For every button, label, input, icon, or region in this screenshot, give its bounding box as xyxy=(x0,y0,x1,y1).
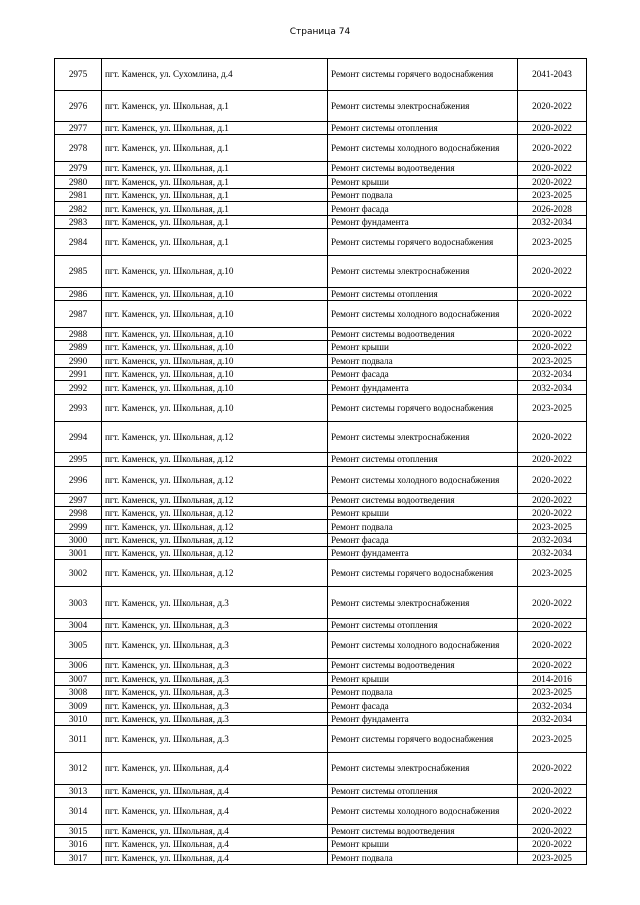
work-type-cell: Ремонт системы холодного водоснабжения xyxy=(328,797,518,824)
period-cell: 2020-2022 xyxy=(518,659,587,672)
address-cell: пгт. Каменск, ул. Школьная, д.10 xyxy=(102,394,328,421)
table-row xyxy=(55,453,587,466)
table-row xyxy=(55,560,587,587)
work-type-cell: Ремонт системы водоотведения xyxy=(328,824,518,837)
row-number-cell: 3016 xyxy=(55,838,102,851)
work-type-cell: Ремонт крыши xyxy=(328,506,518,519)
table-row xyxy=(55,368,587,381)
address-cell: пгт. Каменск, ул. Школьная, д.10 xyxy=(102,354,328,367)
work-type-cell: Ремонт системы холодного водоснабжения xyxy=(328,135,518,162)
address-cell: пгт. Каменск, ул. Школьная, д.3 xyxy=(102,685,328,698)
address-cell: пгт. Каменск, ул. Школьная, д.12 xyxy=(102,520,328,533)
table-row xyxy=(55,753,587,785)
work-type-cell: Ремонт системы отопления xyxy=(328,122,518,135)
period-cell: 2020-2022 xyxy=(518,162,587,175)
row-number-cell: 3005 xyxy=(55,632,102,659)
period-cell: 2020-2022 xyxy=(518,453,587,466)
row-number-cell: 2994 xyxy=(55,421,102,453)
row-number-cell: 2985 xyxy=(55,256,102,288)
row-number-cell: 3006 xyxy=(55,659,102,672)
row-number-cell: 3007 xyxy=(55,672,102,685)
table-row xyxy=(55,784,587,797)
table-row xyxy=(55,135,587,162)
table-row xyxy=(55,215,587,228)
address-cell: пгт. Каменск, ул. Школьная, д.3 xyxy=(102,699,328,712)
period-cell: 2020-2022 xyxy=(518,135,587,162)
address-cell: пгт. Каменск, ул. Школьная, д.1 xyxy=(102,189,328,202)
address-cell: пгт. Каменск, ул. Школьная, д.10 xyxy=(102,287,328,300)
page-number-header: Страница 74 xyxy=(289,27,351,37)
row-number-cell: 2995 xyxy=(55,453,102,466)
table-row xyxy=(55,520,587,533)
row-number-cell: 2992 xyxy=(55,381,102,394)
table-row xyxy=(55,256,587,288)
table-row xyxy=(55,175,587,188)
row-number-cell: 2982 xyxy=(55,202,102,215)
row-number-cell: 2979 xyxy=(55,162,102,175)
table-row xyxy=(55,327,587,340)
work-type-cell: Ремонт подвала xyxy=(328,354,518,367)
period-cell: 2020-2022 xyxy=(518,493,587,506)
table-row xyxy=(55,287,587,300)
address-cell: пгт. Каменск, ул. Школьная, д.1 xyxy=(102,229,328,256)
row-number-cell: 2991 xyxy=(55,368,102,381)
work-type-cell: Ремонт системы холодного водоснабжения xyxy=(328,466,518,493)
row-number-cell: 3004 xyxy=(55,618,102,631)
period-cell: 2041-2043 xyxy=(518,59,587,91)
work-type-cell: Ремонт системы горячего водоснабжения xyxy=(328,394,518,421)
row-number-cell: 3017 xyxy=(55,851,102,864)
row-number-cell: 3008 xyxy=(55,685,102,698)
row-number-cell: 3003 xyxy=(55,587,102,619)
period-cell: 2023-2025 xyxy=(518,189,587,202)
address-cell: пгт. Каменск, ул. Школьная, д.12 xyxy=(102,533,328,546)
table-row xyxy=(55,699,587,712)
work-type-cell: Ремонт системы горячего водоснабжения xyxy=(328,59,518,91)
period-cell: 2020-2022 xyxy=(518,838,587,851)
address-cell: пгт. Каменск, ул. Школьная, д.10 xyxy=(102,368,328,381)
period-cell: 2023-2025 xyxy=(518,726,587,753)
table-row xyxy=(55,712,587,725)
address-cell: пгт. Каменск, ул. Школьная, д.12 xyxy=(102,506,328,519)
period-cell: 2020-2022 xyxy=(518,466,587,493)
work-type-cell: Ремонт подвала xyxy=(328,520,518,533)
table-row xyxy=(55,533,587,546)
address-cell: пгт. Каменск, ул. Школьная, д.10 xyxy=(102,301,328,328)
row-number-cell: 3013 xyxy=(55,784,102,797)
row-number-cell: 2981 xyxy=(55,189,102,202)
address-cell: пгт. Каменск, ул. Школьная, д.10 xyxy=(102,341,328,354)
row-number-cell: 3010 xyxy=(55,712,102,725)
table-row xyxy=(55,59,587,91)
table-row xyxy=(55,90,587,122)
table-row xyxy=(55,632,587,659)
period-cell: 2023-2025 xyxy=(518,685,587,698)
table-row xyxy=(55,381,587,394)
address-cell: пгт. Каменск, ул. Школьная, д.10 xyxy=(102,381,328,394)
work-type-cell: Ремонт системы отопления xyxy=(328,287,518,300)
period-cell: 2020-2022 xyxy=(518,421,587,453)
capital-repair-table xyxy=(54,58,587,865)
row-number-cell: 2977 xyxy=(55,122,102,135)
table-row xyxy=(55,851,587,864)
work-type-cell: Ремонт фундамента xyxy=(328,381,518,394)
address-cell: пгт. Каменск, ул. Школьная, д.10 xyxy=(102,256,328,288)
period-cell: 2023-2025 xyxy=(518,520,587,533)
address-cell: пгт. Каменск, ул. Школьная, д.3 xyxy=(102,587,328,619)
work-type-cell: Ремонт системы отопления xyxy=(328,453,518,466)
period-cell: 2032-2034 xyxy=(518,215,587,228)
row-number-cell: 2988 xyxy=(55,327,102,340)
row-number-cell: 3012 xyxy=(55,753,102,785)
work-type-cell: Ремонт системы отопления xyxy=(328,784,518,797)
row-number-cell: 3000 xyxy=(55,533,102,546)
row-number-cell: 2976 xyxy=(55,90,102,122)
row-number-cell: 2997 xyxy=(55,493,102,506)
row-number-cell: 2980 xyxy=(55,175,102,188)
address-cell: пгт. Каменск, ул. Школьная, д.1 xyxy=(102,175,328,188)
table-row xyxy=(55,547,587,560)
period-cell: 2020-2022 xyxy=(518,506,587,519)
address-cell: пгт. Каменск, ул. Школьная, д.3 xyxy=(102,726,328,753)
table-row xyxy=(55,394,587,421)
work-type-cell: Ремонт фасада xyxy=(328,368,518,381)
address-cell: пгт. Каменск, ул. Сухомлина, д.4 xyxy=(102,59,328,91)
work-type-cell: Ремонт системы электроснабжения xyxy=(328,421,518,453)
address-cell: пгт. Каменск, ул. Школьная, д.1 xyxy=(102,122,328,135)
address-cell: пгт. Каменск, ул. Школьная, д.4 xyxy=(102,838,328,851)
work-type-cell: Ремонт фасада xyxy=(328,533,518,546)
period-cell: 2020-2022 xyxy=(518,618,587,631)
row-number-cell: 2978 xyxy=(55,135,102,162)
period-cell: 2020-2022 xyxy=(518,797,587,824)
work-type-cell: Ремонт системы водоотведения xyxy=(328,659,518,672)
address-cell: пгт. Каменск, ул. Школьная, д.1 xyxy=(102,215,328,228)
work-type-cell: Ремонт крыши xyxy=(328,838,518,851)
work-type-cell: Ремонт крыши xyxy=(328,341,518,354)
period-cell: 2020-2022 xyxy=(518,327,587,340)
address-cell: пгт. Каменск, ул. Школьная, д.12 xyxy=(102,466,328,493)
table-row xyxy=(55,587,587,619)
period-cell: 2020-2022 xyxy=(518,824,587,837)
table-row xyxy=(55,838,587,851)
address-cell: пгт. Каменск, ул. Школьная, д.3 xyxy=(102,659,328,672)
period-cell: 2032-2034 xyxy=(518,712,587,725)
work-type-cell: Ремонт системы водоотведения xyxy=(328,327,518,340)
address-cell: пгт. Каменск, ул. Школьная, д.3 xyxy=(102,672,328,685)
period-cell: 2023-2025 xyxy=(518,851,587,864)
address-cell: пгт. Каменск, ул. Школьная, д.12 xyxy=(102,493,328,506)
address-cell: пгт. Каменск, ул. Школьная, д.1 xyxy=(102,162,328,175)
work-type-cell: Ремонт системы электроснабжения xyxy=(328,90,518,122)
period-cell: 2032-2034 xyxy=(518,368,587,381)
period-cell: 2032-2034 xyxy=(518,381,587,394)
address-cell: пгт. Каменск, ул. Школьная, д.12 xyxy=(102,421,328,453)
row-number-cell: 3001 xyxy=(55,547,102,560)
work-type-cell: Ремонт подвала xyxy=(328,189,518,202)
row-number-cell: 2986 xyxy=(55,287,102,300)
row-number-cell: 3011 xyxy=(55,726,102,753)
table-row xyxy=(55,421,587,453)
work-type-cell: Ремонт системы водоотведения xyxy=(328,162,518,175)
table-row xyxy=(55,824,587,837)
address-cell: пгт. Каменск, ул. Школьная, д.4 xyxy=(102,797,328,824)
period-cell: 2020-2022 xyxy=(518,632,587,659)
period-cell: 2020-2022 xyxy=(518,256,587,288)
table-row xyxy=(55,672,587,685)
table-body xyxy=(55,59,587,865)
work-type-cell: Ремонт системы отопления xyxy=(328,618,518,631)
address-cell: пгт. Каменск, ул. Школьная, д.3 xyxy=(102,632,328,659)
period-cell: 2023-2025 xyxy=(518,560,587,587)
work-type-cell: Ремонт фасада xyxy=(328,202,518,215)
period-cell: 2020-2022 xyxy=(518,90,587,122)
period-cell: 2020-2022 xyxy=(518,175,587,188)
row-number-cell: 2998 xyxy=(55,506,102,519)
period-cell: 2020-2022 xyxy=(518,122,587,135)
row-number-cell: 3015 xyxy=(55,824,102,837)
address-cell: пгт. Каменск, ул. Школьная, д.12 xyxy=(102,560,328,587)
row-number-cell: 2999 xyxy=(55,520,102,533)
work-type-cell: Ремонт системы водоотведения xyxy=(328,493,518,506)
period-cell: 2014-2016 xyxy=(518,672,587,685)
address-cell: пгт. Каменск, ул. Школьная, д.4 xyxy=(102,784,328,797)
work-type-cell: Ремонт системы электроснабжения xyxy=(328,587,518,619)
period-cell: 2023-2025 xyxy=(518,394,587,421)
table-row xyxy=(55,618,587,631)
work-type-cell: Ремонт системы горячего водоснабжения xyxy=(328,560,518,587)
period-cell: 2032-2034 xyxy=(518,533,587,546)
address-cell: пгт. Каменск, ул. Школьная, д.3 xyxy=(102,712,328,725)
table-row xyxy=(55,189,587,202)
period-cell: 2020-2022 xyxy=(518,587,587,619)
table-row xyxy=(55,162,587,175)
period-cell: 2020-2022 xyxy=(518,341,587,354)
row-number-cell: 2996 xyxy=(55,466,102,493)
row-number-cell: 2987 xyxy=(55,301,102,328)
period-cell: 2032-2034 xyxy=(518,699,587,712)
table-row xyxy=(55,341,587,354)
table-row xyxy=(55,659,587,672)
address-cell: пгт. Каменск, ул. Школьная, д.4 xyxy=(102,851,328,864)
work-type-cell: Ремонт крыши xyxy=(328,175,518,188)
address-cell: пгт. Каменск, ул. Школьная, д.4 xyxy=(102,753,328,785)
work-type-cell: Ремонт подвала xyxy=(328,685,518,698)
address-cell: пгт. Каменск, ул. Школьная, д.1 xyxy=(102,90,328,122)
table-row xyxy=(55,685,587,698)
work-type-cell: Ремонт системы холодного водоснабжения xyxy=(328,632,518,659)
table-row xyxy=(55,506,587,519)
address-cell: пгт. Каменск, ул. Школьная, д.12 xyxy=(102,453,328,466)
table-row xyxy=(55,726,587,753)
work-type-cell: Ремонт фасада xyxy=(328,699,518,712)
table-row xyxy=(55,797,587,824)
work-type-cell: Ремонт фундамента xyxy=(328,215,518,228)
row-number-cell: 2990 xyxy=(55,354,102,367)
table-row xyxy=(55,354,587,367)
period-cell: 2023-2025 xyxy=(518,229,587,256)
row-number-cell: 3009 xyxy=(55,699,102,712)
row-number-cell: 2989 xyxy=(55,341,102,354)
work-type-cell: Ремонт системы электроснабжения xyxy=(328,753,518,785)
period-cell: 2020-2022 xyxy=(518,287,587,300)
address-cell: пгт. Каменск, ул. Школьная, д.1 xyxy=(102,135,328,162)
work-type-cell: Ремонт системы холодного водоснабжения xyxy=(328,301,518,328)
address-cell: пгт. Каменск, ул. Школьная, д.10 xyxy=(102,327,328,340)
period-cell: 2032-2034 xyxy=(518,547,587,560)
row-number-cell: 2984 xyxy=(55,229,102,256)
table-row xyxy=(55,493,587,506)
period-cell: 2020-2022 xyxy=(518,753,587,785)
row-number-cell: 3002 xyxy=(55,560,102,587)
row-number-cell: 2993 xyxy=(55,394,102,421)
address-cell: пгт. Каменск, ул. Школьная, д.1 xyxy=(102,202,328,215)
table-row xyxy=(55,466,587,493)
table-row xyxy=(55,122,587,135)
address-cell: пгт. Каменск, ул. Школьная, д.3 xyxy=(102,618,328,631)
address-cell: пгт. Каменск, ул. Школьная, д.4 xyxy=(102,824,328,837)
work-type-cell: Ремонт системы горячего водоснабжения xyxy=(328,229,518,256)
table-row xyxy=(55,301,587,328)
table-row xyxy=(55,229,587,256)
work-type-cell: Ремонт системы электроснабжения xyxy=(328,256,518,288)
period-cell: 2023-2025 xyxy=(518,354,587,367)
work-type-cell: Ремонт системы горячего водоснабжения xyxy=(328,726,518,753)
table-row xyxy=(55,202,587,215)
work-type-cell: Ремонт подвала xyxy=(328,851,518,864)
work-type-cell: Ремонт фундамента xyxy=(328,712,518,725)
period-cell: 2026-2028 xyxy=(518,202,587,215)
work-type-cell: Ремонт крыши xyxy=(328,672,518,685)
row-number-cell: 2975 xyxy=(55,59,102,91)
work-type-cell: Ремонт фундамента xyxy=(328,547,518,560)
period-cell: 2020-2022 xyxy=(518,784,587,797)
row-number-cell: 2983 xyxy=(55,215,102,228)
period-cell: 2020-2022 xyxy=(518,301,587,328)
address-cell: пгт. Каменск, ул. Школьная, д.12 xyxy=(102,547,328,560)
row-number-cell: 3014 xyxy=(55,797,102,824)
